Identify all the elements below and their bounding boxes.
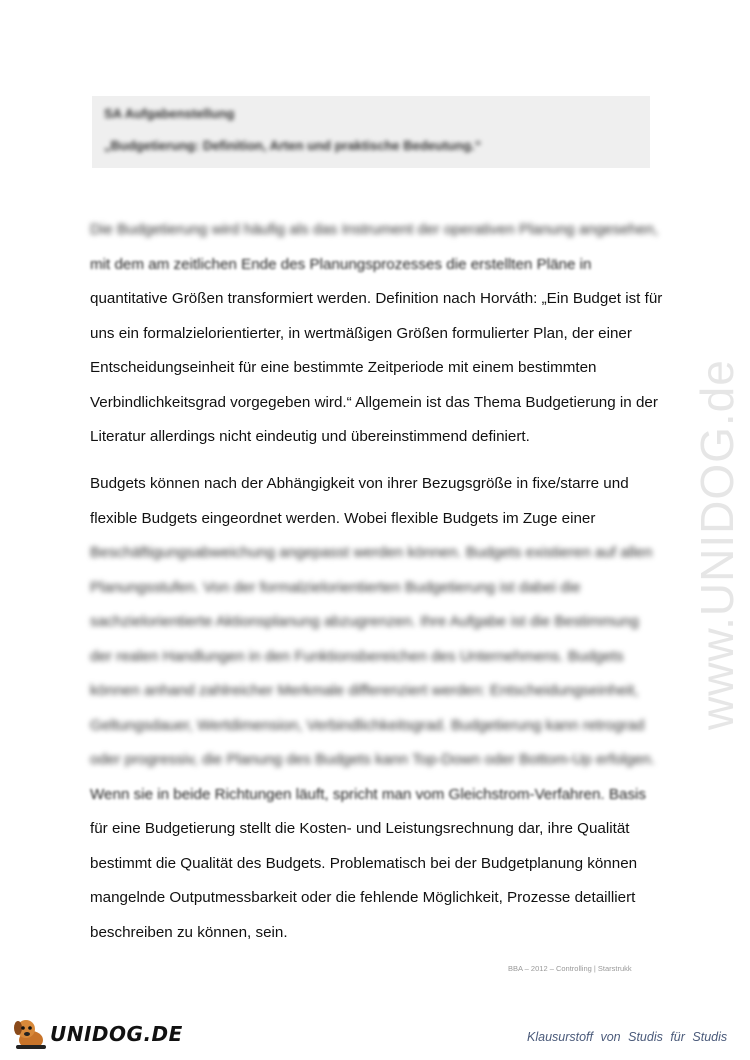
text-line: sachzielorientierte Aktionsplanung abzugrenzen. Ihre Aufgabe ist die Bestimmung	[90, 613, 639, 630]
paragraph-definition	[90, 220, 670, 450]
text-line: für eine Budgetierung stellt die Kosten- und Leistungsrechnung dar, ihre Qualität	[90, 820, 630, 837]
text-line: Entscheidungseinheit für eine bestimmte Zeitperiode mit einem bestimmten	[90, 359, 597, 376]
assignment-header-box	[92, 96, 650, 168]
logo-text: UNIDOG.DE	[50, 1022, 183, 1046]
text-line: mangelnde Outputmessbarkeit oder die fehlende Möglichkeit, Prozesse detailliert	[90, 889, 636, 906]
watermark: www.UNIDOG.de	[691, 359, 743, 730]
footer-tagline: Klausurstoff von Studis für Studis	[527, 1030, 728, 1044]
text-line: Beschäftigungsabweichung angepasst werden können. Budgets existieren auf allen	[90, 544, 653, 561]
text-line: Verbindlichkeitsgrad vorgegeben wird.“ Allgemein ist das Thema Budgetierung in der	[90, 394, 658, 411]
text-line: Die Budgetierung wird häufig als das Instrument der operativen Planung angesehen,	[90, 221, 659, 238]
text-line: Wenn sie in beide Richtungen läuft, spricht man vom Gleichstrom-Verfahren. Basis	[90, 786, 647, 803]
footer-meta: BBA – 2012 – Controlling | Starstrukk	[508, 964, 632, 973]
text-line: oder progressiv, die Planung des Budgets kann Top-Down oder Bottom-Up erfolgen.	[90, 751, 656, 768]
header-title: SA Aufgabenstellung	[104, 106, 235, 121]
text-line: beschreiben zu können, sein.	[90, 924, 288, 941]
text-line: uns ein formalzielorientierter, in wertmäßigen Größen formulierter Plan, der einer	[90, 325, 632, 342]
text-line: der realen Handlungen in den Funktionsbereichen des Unternehmens. Budgets	[90, 648, 624, 665]
text-line: bestimmt die Qualität des Budgets. Problematisch bei der Budgetplanung können	[90, 855, 638, 872]
text-line: mit dem am zeitlichen Ende des Planungsprozesses die erstellten Pläne in	[90, 256, 592, 273]
text-line: Literatur allerdings nicht eindeutig und übereinstimmend definiert.	[90, 428, 530, 445]
text-line: Geltungsdauer, Wertdimension, Verbindlichkeitsgrad. Budgetierung kann retrograd	[90, 717, 645, 734]
paragraph-types	[90, 474, 670, 944]
text-line: quantitative Größen transformiert werden. Definition nach Horváth: „Ein Budget ist für	[90, 290, 663, 307]
text-line: Planungsstufen. Von der formalzielorientierten Budgetierung ist dabei die	[90, 579, 581, 596]
dog-mascot-icon	[12, 1016, 50, 1052]
unidog-logo[interactable]	[12, 1016, 183, 1052]
header-topic: „Budgetierung: Definition, Arten und praktische Bedeutung.“	[104, 138, 482, 153]
text-line: Budgets können nach der Abhängigkeit von ihrer Bezugsgröße in fixe/starre und	[90, 475, 629, 492]
text-line: flexible Budgets eingeordnet werden. Wobei flexible Budgets im Zuge einer	[90, 510, 596, 527]
text-line: können anhand zahlreicher Merkmale differenziert werden: Entscheidungseinheit,	[90, 682, 639, 699]
